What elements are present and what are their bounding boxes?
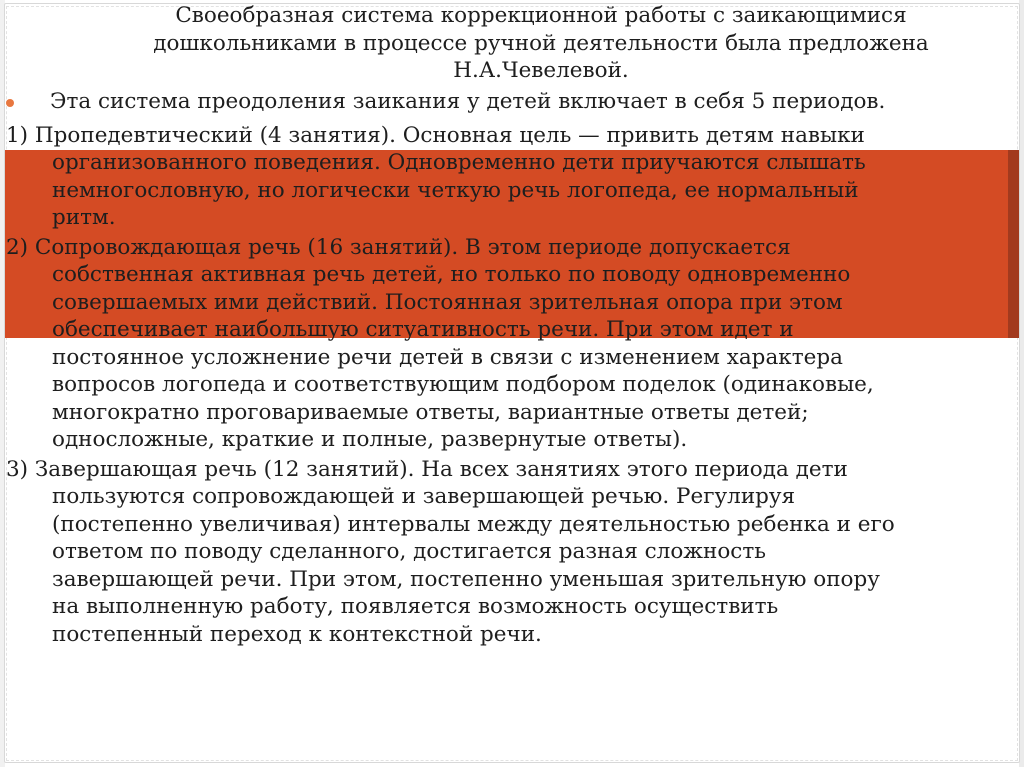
period-1-paragraph [6, 122, 996, 232]
period-line: завершающей речи. При этом, постепенно уменьшая зрительную опору [52, 566, 880, 592]
period-line: организованного поведения. Одновременно дети приучаются слышать [52, 150, 866, 175]
period-line: ритм. [52, 205, 116, 230]
slide-content [6, 2, 1006, 648]
period-line: вопросов логопеда и соответствующим подбором поделок (одинаковые, [52, 372, 874, 397]
period-line: обеспечивает наибольшую ситуативность речи. При этом идет и [52, 317, 794, 342]
period-line: собственная активная речь детей, но только по поводу одновременно [52, 262, 851, 287]
bullet-text: Эта система преодоления заикания у детей включает в себя 5 периодов. [50, 88, 886, 114]
period-line: пользуются сопровождающей и завершающей речью. Регулируя [52, 484, 796, 509]
period-2-paragraph [6, 234, 996, 454]
period-3-paragraph [6, 456, 996, 649]
bullet-icon [6, 99, 14, 107]
period-line: ответом по поводу сделанного, достигается разная сложность [52, 539, 766, 564]
period-line: 2) Сопровождающая речь (16 занятий). В этом периоде допускается [6, 234, 791, 260]
period-line: односложные, краткие и полные, развернутые ответы). [52, 427, 688, 452]
intro-line: Н.А.Чевелевой. [453, 58, 629, 83]
period-line: (постепенно увеличивая) интервалы между деятельностью ребенка и его [52, 511, 895, 537]
period-line: немногословную, но логически четкую речь логопеда, ее нормальный [52, 177, 859, 203]
period-line: постепенный переход к контекстной речи. [52, 621, 542, 647]
period-line: 3) Завершающая речь (12 занятий). На всех занятиях этого периода дети [6, 456, 848, 482]
bullet-item [6, 88, 1006, 118]
period-line: многократно проговариваемые ответы, вариантные ответы детей; [52, 399, 809, 425]
period-line: постоянное усложнение речи детей в связи с изменением характера [52, 344, 843, 370]
period-line: на выполненную работу, появляется возможность осуществить [52, 594, 779, 619]
accent-band-shadow [1008, 150, 1019, 338]
period-line: совершаемых ими действий. Постоянная зрительная опора при этом [52, 289, 843, 315]
intro-line: дошкольниками в процессе ручной деятельности была предложена [153, 30, 929, 56]
period-line: 1) Пропедевтический (4 занятия). Основная цель — привить детям навыки [6, 122, 865, 148]
intro-paragraph [6, 2, 986, 85]
intro-line: Своеобразная система коррекционной работы с заикающимися [175, 3, 907, 28]
